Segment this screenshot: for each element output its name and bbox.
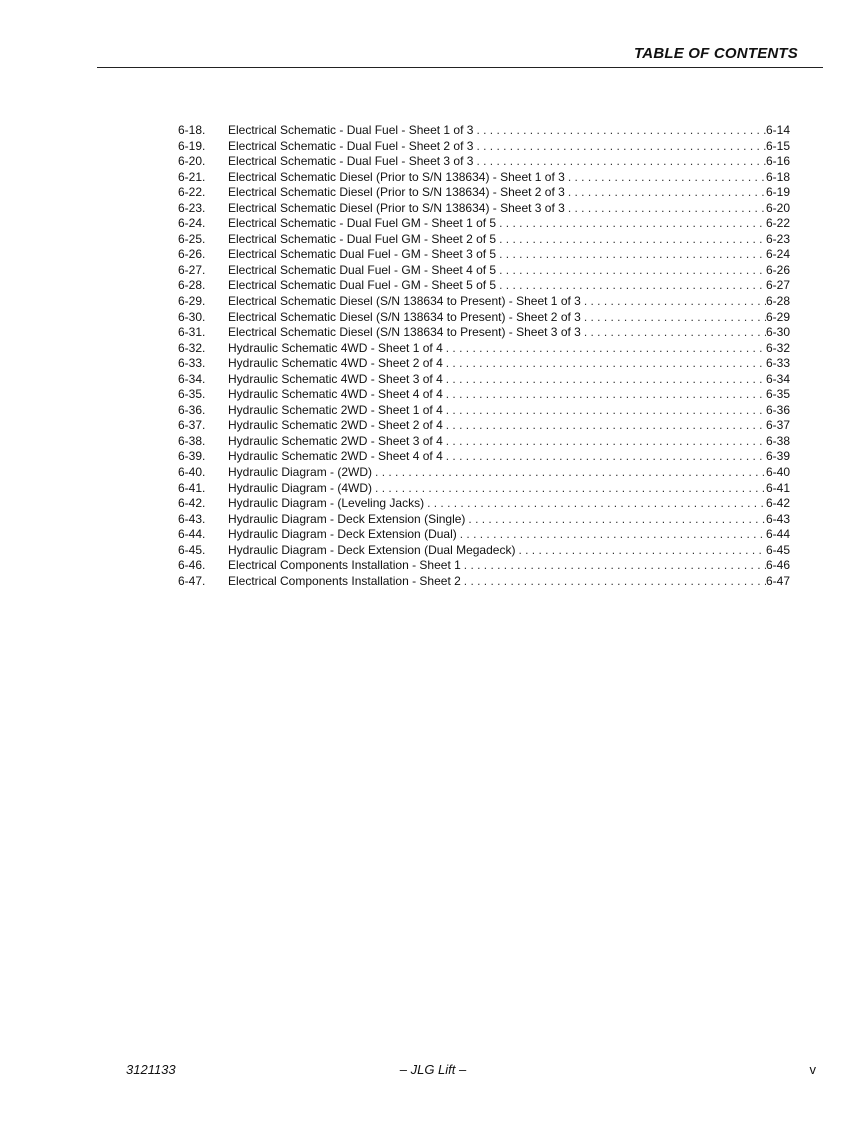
- toc-entry[interactable]: [178, 294, 790, 310]
- toc-entry-title: Hydraulic Schematic 2WD - Sheet 1 of 4: [228, 402, 443, 417]
- toc-entry-title: Hydraulic Schematic 4WD - Sheet 3 of 4: [228, 371, 443, 386]
- toc-entry-title: Electrical Schematic Diesel (Prior to S/N 138634) - Sheet 3 of 3: [228, 200, 565, 215]
- toc-entry-page: 6-35: [765, 387, 790, 402]
- toc-entry-page: 6-27: [765, 278, 790, 293]
- toc-entry-title: Electrical Schematic Dual Fuel - GM - Sheet 5 of 5: [228, 278, 497, 293]
- toc-entry[interactable]: [178, 278, 790, 294]
- toc-entry-title: Electrical Components Installation - Sheet 2: [228, 573, 461, 588]
- toc-entry-page: 6-32: [765, 340, 790, 355]
- toc-entry-number: 6-19.: [178, 138, 206, 153]
- toc-entry-title: Electrical Schematic Diesel (Prior to S/N 138634) - Sheet 2 of 3: [228, 185, 565, 200]
- toc-dot-leader: [465, 512, 766, 528]
- toc-entry-page: 6-43: [765, 511, 790, 526]
- table-of-contents-list: [178, 123, 790, 589]
- toc-entry-number: 6-25.: [178, 231, 206, 246]
- toc-entry[interactable]: [178, 403, 790, 419]
- toc-entry[interactable]: [178, 232, 790, 248]
- toc-entry[interactable]: [178, 356, 790, 372]
- toc-dot-leader: [443, 403, 766, 419]
- toc-entry-number: 6-46.: [178, 558, 206, 573]
- toc-entry-title: Hydraulic Diagram - Deck Extension (Dual Megadeck): [228, 542, 516, 557]
- toc-entry[interactable]: [178, 434, 790, 450]
- toc-entry-page: 6-47: [765, 573, 790, 588]
- toc-entry[interactable]: [178, 123, 790, 139]
- toc-entry[interactable]: [178, 496, 790, 512]
- toc-entry-title: Electrical Schematic Diesel (S/N 138634 to Present) - Sheet 2 of 3: [228, 309, 581, 324]
- toc-entry-page: 6-18: [765, 169, 790, 184]
- toc-entry-page: 6-16: [765, 154, 790, 169]
- footer-brand: – JLG Lift –: [399, 1062, 467, 1077]
- toc-entry[interactable]: [178, 558, 790, 574]
- toc-entry-title: Electrical Schematic Diesel (Prior to S/N 138634) - Sheet 1 of 3: [228, 169, 565, 184]
- toc-entry-title: Electrical Schematic - Dual Fuel - Sheet 3 of 3: [228, 154, 474, 169]
- toc-entry-number: 6-36.: [178, 402, 206, 417]
- toc-entry-number: 6-24.: [178, 216, 206, 231]
- toc-entry-title: Hydraulic Diagram - (4WD): [228, 480, 373, 495]
- toc-dot-leader: [565, 201, 766, 217]
- toc-entry-page: 6-38: [765, 433, 790, 448]
- toc-entry-page: 6-19: [765, 185, 790, 200]
- toc-entry-title: Hydraulic Diagram - Deck Extension (Single): [228, 511, 466, 526]
- toc-entry[interactable]: [178, 263, 790, 279]
- toc-dot-leader: [461, 574, 766, 590]
- toc-entry-page: 6-15: [765, 138, 790, 153]
- toc-entry-number: 6-31.: [178, 325, 206, 340]
- toc-dot-leader: [443, 356, 766, 372]
- toc-entry-title: Electrical Schematic - Dual Fuel GM - Sheet 1 of 5: [228, 216, 497, 231]
- toc-entry-page: 6-41: [765, 480, 790, 495]
- toc-entry-title: Hydraulic Schematic 4WD - Sheet 1 of 4: [228, 340, 443, 355]
- toc-entry-title: Hydraulic Diagram - (Leveling Jacks): [228, 496, 425, 511]
- toc-entry-title: Electrical Schematic Dual Fuel - GM - Sheet 3 of 5: [228, 247, 497, 262]
- toc-entry-page: 6-23: [765, 231, 790, 246]
- toc-entry[interactable]: [178, 247, 790, 263]
- toc-dot-leader: [443, 341, 766, 357]
- toc-entry-title: Hydraulic Schematic 2WD - Sheet 2 of 4: [228, 418, 443, 433]
- toc-entry-number: 6-42.: [178, 496, 206, 511]
- toc-entry-number: 6-38.: [178, 433, 206, 448]
- toc-dot-leader: [473, 139, 766, 155]
- toc-entry[interactable]: [178, 465, 790, 481]
- toc-entry-title: Electrical Schematic - Dual Fuel GM - Sheet 2 of 5: [228, 231, 497, 246]
- toc-entry-number: 6-43.: [178, 511, 206, 526]
- toc-entry-number: 6-18.: [178, 123, 206, 137]
- toc-entry[interactable]: [178, 418, 790, 434]
- toc-entry-number: 6-44.: [178, 527, 206, 542]
- toc-entry-title: Hydraulic Diagram - (2WD): [228, 465, 373, 480]
- toc-entry-page: 6-34: [765, 371, 790, 386]
- toc-entry-number: 6-23.: [178, 200, 206, 215]
- toc-dot-leader: [443, 372, 766, 388]
- toc-entry-title: Hydraulic Schematic 4WD - Sheet 2 of 4: [228, 356, 443, 371]
- toc-entry-number: 6-37.: [178, 418, 206, 433]
- toc-dot-leader: [496, 278, 766, 294]
- toc-entry-number: 6-47.: [178, 573, 206, 588]
- toc-entry[interactable]: [178, 310, 790, 326]
- toc-entry-page: 6-44: [765, 527, 790, 542]
- toc-entry-number: 6-27.: [178, 262, 206, 277]
- toc-entry-number: 6-22.: [178, 185, 206, 200]
- toc-entry[interactable]: [178, 341, 790, 357]
- toc-entry-number: 6-34.: [178, 371, 206, 386]
- toc-entry-number: 6-21.: [178, 169, 206, 184]
- toc-entry[interactable]: [178, 372, 790, 388]
- toc-entry-page: 6-20: [765, 200, 790, 215]
- toc-entry-number: 6-40.: [178, 465, 206, 480]
- toc-dot-leader: [496, 216, 766, 232]
- toc-entry-page: 6-46: [765, 558, 790, 573]
- toc-entry-page: 6-29: [765, 309, 790, 324]
- toc-entry-page: 6-28: [765, 294, 790, 309]
- toc-entry-page: 6-39: [765, 449, 790, 464]
- toc-entry-number: 6-30.: [178, 309, 206, 324]
- toc-entry-page: 6-30: [765, 325, 790, 340]
- toc-entry-page: 6-40: [765, 465, 790, 480]
- toc-dot-leader: [581, 325, 766, 341]
- toc-entry-number: 6-35.: [178, 387, 206, 402]
- toc-entry-title: Electrical Schematic Diesel (S/N 138634 to Present) - Sheet 3 of 3: [228, 325, 581, 340]
- toc-dot-leader: [515, 543, 766, 559]
- toc-entry-title: Hydraulic Schematic 2WD - Sheet 4 of 4: [228, 449, 443, 464]
- toc-dot-leader: [443, 387, 766, 403]
- toc-entry[interactable]: [178, 216, 790, 232]
- toc-entry[interactable]: [178, 512, 790, 528]
- toc-entry-title: Hydraulic Diagram - Deck Extension (Dual): [228, 527, 457, 542]
- toc-dot-leader: [581, 294, 766, 310]
- toc-entry[interactable]: [178, 574, 790, 590]
- toc-dot-leader: [443, 449, 766, 465]
- footer-page-number: v: [809, 1062, 816, 1077]
- toc-entry-number: 6-20.: [178, 154, 206, 169]
- toc-entry-title: Electrical Schematic - Dual Fuel - Sheet 1 of 3: [228, 123, 474, 137]
- toc-dot-leader: [457, 527, 766, 543]
- toc-entry[interactable]: [178, 481, 790, 497]
- toc-entry-page: 6-24: [765, 247, 790, 262]
- toc-dot-leader: [565, 170, 766, 186]
- toc-entry[interactable]: [178, 543, 790, 559]
- toc-entry-page: 6-45: [765, 542, 790, 557]
- toc-entry[interactable]: [178, 139, 790, 155]
- toc-dot-leader: [565, 185, 766, 201]
- footer-document-number: 3121133: [126, 1062, 176, 1077]
- toc-entry-page: 6-37: [765, 418, 790, 433]
- toc-entry-page: 6-42: [765, 496, 790, 511]
- toc-entry-number: 6-29.: [178, 294, 206, 309]
- toc-entry-page: 6-14: [765, 123, 790, 137]
- toc-entry-number: 6-26.: [178, 247, 206, 262]
- toc-entry-title: Hydraulic Schematic 2WD - Sheet 3 of 4: [228, 433, 443, 448]
- toc-entry[interactable]: [178, 325, 790, 341]
- toc-dot-leader: [443, 418, 766, 434]
- toc-entry-number: 6-45.: [178, 542, 206, 557]
- header-divider: [97, 67, 823, 68]
- toc-entry[interactable]: [178, 387, 790, 403]
- toc-entry-number: 6-28.: [178, 278, 206, 293]
- toc-dot-leader: [424, 496, 766, 512]
- toc-entry-page: 6-33: [765, 356, 790, 371]
- toc-dot-leader: [461, 558, 766, 574]
- toc-entry-number: 6-33.: [178, 356, 206, 371]
- toc-entry[interactable]: [178, 449, 790, 465]
- toc-entry-number: 6-32.: [178, 340, 206, 355]
- toc-entry-title: Electrical Components Installation - Sheet 1: [228, 558, 461, 573]
- page-header-title: TABLE OF CONTENTS: [634, 45, 798, 62]
- toc-dot-leader: [372, 481, 766, 497]
- toc-dot-leader: [496, 247, 766, 263]
- toc-dot-leader: [372, 465, 766, 481]
- toc-entry-title: Electrical Schematic Diesel (S/N 138634 to Present) - Sheet 1 of 3: [228, 294, 581, 309]
- toc-entry-number: 6-41.: [178, 480, 206, 495]
- toc-dot-leader: [473, 123, 766, 139]
- toc-entry[interactable]: [178, 170, 790, 186]
- toc-entry-page: 6-22: [765, 216, 790, 231]
- toc-entry[interactable]: [178, 201, 790, 217]
- toc-dot-leader: [581, 310, 766, 326]
- toc-entry-title: Electrical Schematic Dual Fuel - GM - Sheet 4 of 5: [228, 262, 497, 277]
- toc-entry-number: 6-39.: [178, 449, 206, 464]
- toc-entry-page: 6-36: [765, 402, 790, 417]
- toc-entry[interactable]: [178, 527, 790, 543]
- toc-dot-leader: [473, 154, 766, 170]
- toc-dot-leader: [496, 263, 766, 279]
- toc-entry-title: Electrical Schematic - Dual Fuel - Sheet 2 of 3: [228, 138, 474, 153]
- toc-dot-leader: [496, 232, 766, 248]
- toc-entry[interactable]: [178, 154, 790, 170]
- toc-dot-leader: [443, 434, 766, 450]
- toc-entry[interactable]: [178, 185, 790, 201]
- toc-entry-title: Hydraulic Schematic 4WD - Sheet 4 of 4: [228, 387, 443, 402]
- toc-entry-page: 6-26: [765, 262, 790, 277]
